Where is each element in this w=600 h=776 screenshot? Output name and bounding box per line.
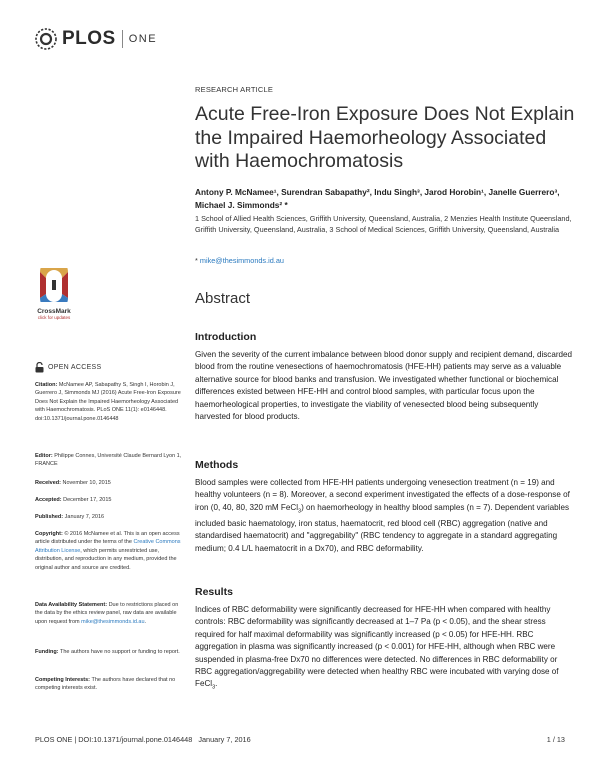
plos-logo-icon [34,27,58,51]
crossmark-sublabel: click for updates [37,315,71,320]
data-availability-block [35,601,185,626]
competing-interests-label: Competing Interests: [35,677,91,683]
corresponding-author [195,256,284,265]
article-type: RESEARCH ARTICLE [195,85,274,94]
results-text-a: Indices of RBC deformability were significantly decreased for HFE-HH when compared with healthy controls: RBC deformability was significantly decreased at 1–7 Pa (p < 0.05), and the shear stress required for half maximal deformability was significantly increased (p < 0.05) for HFE-HH. RBC aggregation in plasma was significantly increased (p < 0.001) for HFE-HH, although when RBC were suspended in plasma-free Dx70 no differences were detected. No differences in RBC deformability or RBC aggregation/aggregability were detected when healthy RBC were incubated with varying dose of FeCl [195,605,559,689]
received-block [35,479,185,487]
journal-name: ONE [128,33,158,45]
cc-license-link[interactable]: Creative Commons Attribution License [35,539,181,554]
accepted-date: December 17, 2015 [63,497,112,503]
competing-interests-text: The authors have declared that no competing interests exist. [35,677,176,692]
copyright-text-a: © 2016 McNamee et al. This is an open access article distributed under the terms of the [35,531,180,546]
open-lock-icon [35,362,44,373]
accepted-block [35,496,185,504]
received-label: Received: [35,480,61,486]
funding-block [35,648,185,656]
published-block [35,513,185,521]
introduction-text: Given the severity of the current imbalance between blood donor supply and recipient demand, discarded blood from the routine venesections of haemochromatosis (HFE-HH) patients may serve as a valuable alternative source for blood banks and transfusion. We investigated whether functional or biochemical differences existed between HFE-HH and control blood samples, with particular focus upon the haemorheological properties, to investigate the viability of venesected blood being subsequently harvested for blood products. [195,350,573,422]
introduction-heading: Introduction [195,331,257,343]
abstract-heading: Abstract [195,290,251,307]
corr-star: * [195,256,198,265]
crossmark-icon [32,268,76,302]
open-access-label: OPEN ACCESS [48,364,102,371]
accepted-label: Accepted: [35,497,62,503]
citation-block [35,381,185,423]
published-date: January 7, 2016 [64,514,105,520]
editor-text: Philippe Connes, Université Claude Bernard Lyon 1, FRANCE [35,453,182,468]
results-text-b: . [215,679,218,689]
logo-divider [122,30,123,48]
methods-text-b: ) on haemorheology in healthy blood samples (n = 7). Dependent variables included basic haematology, iron status, haematocrit, red blood cell (RBC) aggregation (native and standardised haematocrit) and "aggregability" (RBC tendency to aggregate in a standard aggregating medium; 0.4 L/L haematocrit in a Dx70), and RBC deformability. [195,502,570,553]
page-number: 1 / 13 [546,735,565,744]
competing-interests-block [35,676,185,693]
plos-logo[interactable] [34,26,157,52]
corr-email-link[interactable]: mike@thesimmonds.id.au [199,256,284,265]
funding-label: Funding: [35,649,59,655]
results-text [195,604,575,694]
received-date: November 10, 2015 [62,480,111,486]
results-subscript: 3 [212,685,216,692]
data-availability-text-b: . [144,618,147,625]
article-title: Acute Free-Iron Exposure Does Not Explain the Impaired Haemorheology Associated with Haemochromatosis [195,103,575,172]
crossmark-label: CrossMark [37,308,71,315]
copyright-label: Copyright: [35,531,63,537]
editor-label: Editor: [35,453,53,459]
affiliations: 1 School of Allied Health Sciences, Griffith University, Queensland, Australia, 2 Menzies Health Institute Queensland, Griffith University, Queensland, Australia, 3 School of Medical Sciences, Griffith University, Queensland, Australia [195,214,572,234]
open-access-badge[interactable] [35,362,101,373]
methods-subscript: 3 [298,508,302,515]
page-footer [35,735,565,744]
footer-citation: PLOS ONE | DOI:10.1371/journal.pone.0146448 January 7, 2016 [35,735,251,744]
citation-label: Citation: [35,382,58,388]
copyright-block [35,530,185,572]
published-label: Published: [35,514,64,520]
author-list: Antony P. McNamee¹, Surendran Sabapathy², Indu Singh³, Jarod Horobin¹, Janelle Guerrero³, Michael J. Simmonds² * [195,187,560,210]
results-heading: Results [195,586,233,598]
methods-text-a: Blood samples were collected from HFE-HH patients undergoing venesection treatment (n = 19) and healthy volunteers (n = 8). Moreover, a second experiment investigated the effects of a dose-response of iron (0, 40, 80, 320 mM FeCl [195,478,570,512]
funding-text: The authors have no support or funding to report. [59,649,180,655]
data-availability-text-a: Due to restrictions placed on the data by the ethics review panel, raw data are available upon request from [35,602,179,625]
methods-text [195,477,575,555]
logo-text: PLOS [62,28,116,49]
data-email-link[interactable]: mike@thesimmonds.id.au [81,618,145,625]
citation-text: McNamee AP, Sabapathy S, Singh I, Horobin J, Guerrero J, Simmonds MJ (2016) Acute Free-Iron Exposure Does Not Explain the Impaired Haemorheology Associated with Haemochromatosis. PLoS ONE 11(1): e0146448. doi:10.1371/journal.pone.0146448 [35,382,181,422]
crossmark-badge[interactable] [32,268,76,320]
data-availability-label: Data Availability Statement: [35,602,108,608]
methods-heading: Methods [195,459,239,471]
editor-block [35,452,185,469]
copyright-text-b: , which permits unrestricted use, distribution, and reproduction in any medium, provided the original author and source are credited. [35,547,177,571]
